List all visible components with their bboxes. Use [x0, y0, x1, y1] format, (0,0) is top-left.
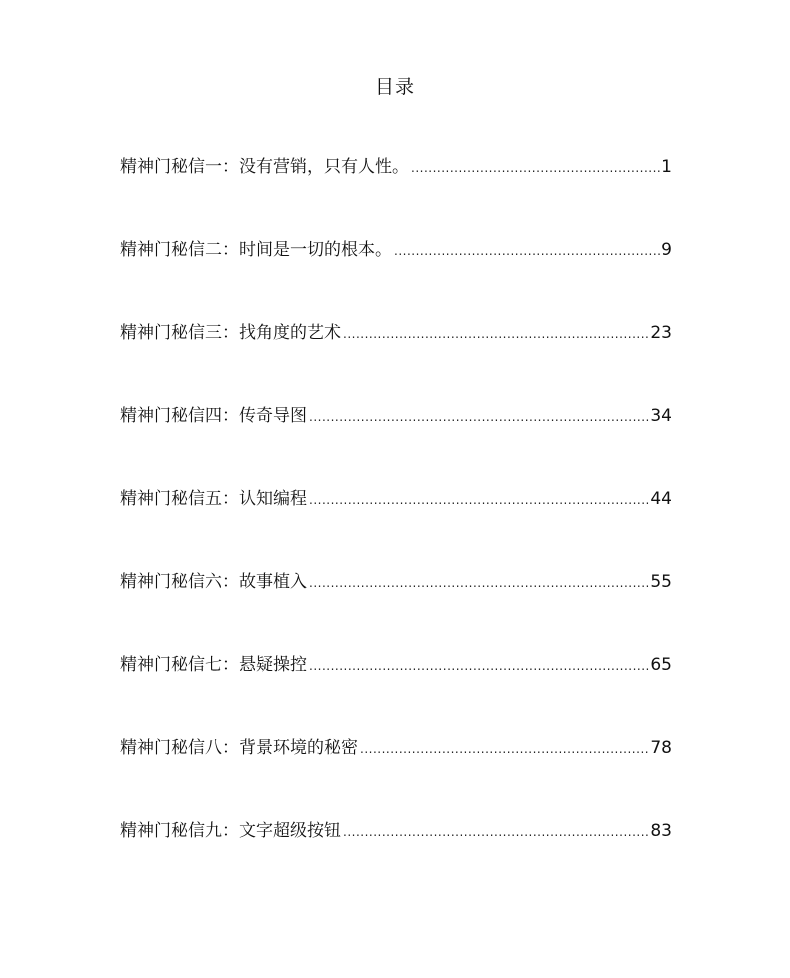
dot-leader: [309, 651, 649, 681]
toc-entry-page-number: 65: [650, 655, 672, 675]
toc-entry-prefix: 精神门秘信九：: [120, 821, 239, 841]
toc-title: 目录: [374, 76, 415, 98]
dot-leader: [309, 485, 649, 515]
toc-entry-title: 传奇导图: [239, 406, 307, 426]
toc-entry-prefix: 精神门秘信一：: [120, 157, 239, 177]
toc-entry-2[interactable]: [120, 235, 672, 318]
toc-entry-3[interactable]: [120, 318, 672, 401]
dot-leader: [309, 568, 649, 598]
toc-entry-title: 故事植入: [239, 572, 307, 592]
toc-entry-page-number: 78: [650, 738, 672, 758]
toc-entry-page-number: 34: [650, 406, 672, 426]
toc-entry-title: 没有营销，只有人性。: [239, 157, 409, 177]
toc-entry-title: 时间是一切的根本。: [239, 240, 392, 260]
toc-entry-prefix: 精神门秘信四：: [120, 406, 239, 426]
dot-leader: [360, 734, 649, 764]
toc-entry-page-number: 44: [650, 489, 672, 509]
toc-entry-prefix: 精神门秘信六：: [120, 572, 239, 592]
toc-entry-prefix: 精神门秘信二：: [120, 240, 239, 260]
toc-entry-title: 认知编程: [239, 489, 307, 509]
dot-leader: [343, 319, 649, 349]
dot-leader: [411, 153, 660, 183]
toc-entry-page-number: 9: [661, 240, 672, 260]
toc-entry-page-number: 23: [650, 323, 672, 343]
dot-leader: [394, 236, 660, 266]
toc-entry-page-number: 1: [661, 157, 672, 177]
toc-entry-title: 找角度的艺术: [239, 323, 341, 343]
table-of-contents: [120, 152, 672, 899]
toc-entry-prefix: 精神门秘信五：: [120, 489, 239, 509]
toc-entry-title: 悬疑操控: [239, 655, 307, 675]
toc-entry-title: 文字超级按钮: [239, 821, 341, 841]
toc-entry-7[interactable]: [120, 650, 672, 733]
toc-entry-prefix: 精神门秘信三：: [120, 323, 239, 343]
toc-entry-9[interactable]: [120, 816, 672, 899]
toc-entry-prefix: 精神门秘信八：: [120, 738, 239, 758]
toc-entry-5[interactable]: [120, 484, 672, 567]
toc-entry-4[interactable]: [120, 401, 672, 484]
dot-leader: [343, 817, 649, 847]
toc-entry-1[interactable]: [120, 152, 672, 235]
toc-entry-title: 背景环境的秘密: [239, 738, 358, 758]
toc-entry-page-number: 83: [650, 821, 672, 841]
toc-entry-6[interactable]: [120, 567, 672, 650]
toc-entry-prefix: 精神门秘信七：: [120, 655, 239, 675]
toc-entry-8[interactable]: [120, 733, 672, 816]
toc-entry-page-number: 55: [650, 572, 672, 592]
dot-leader: [309, 402, 649, 432]
